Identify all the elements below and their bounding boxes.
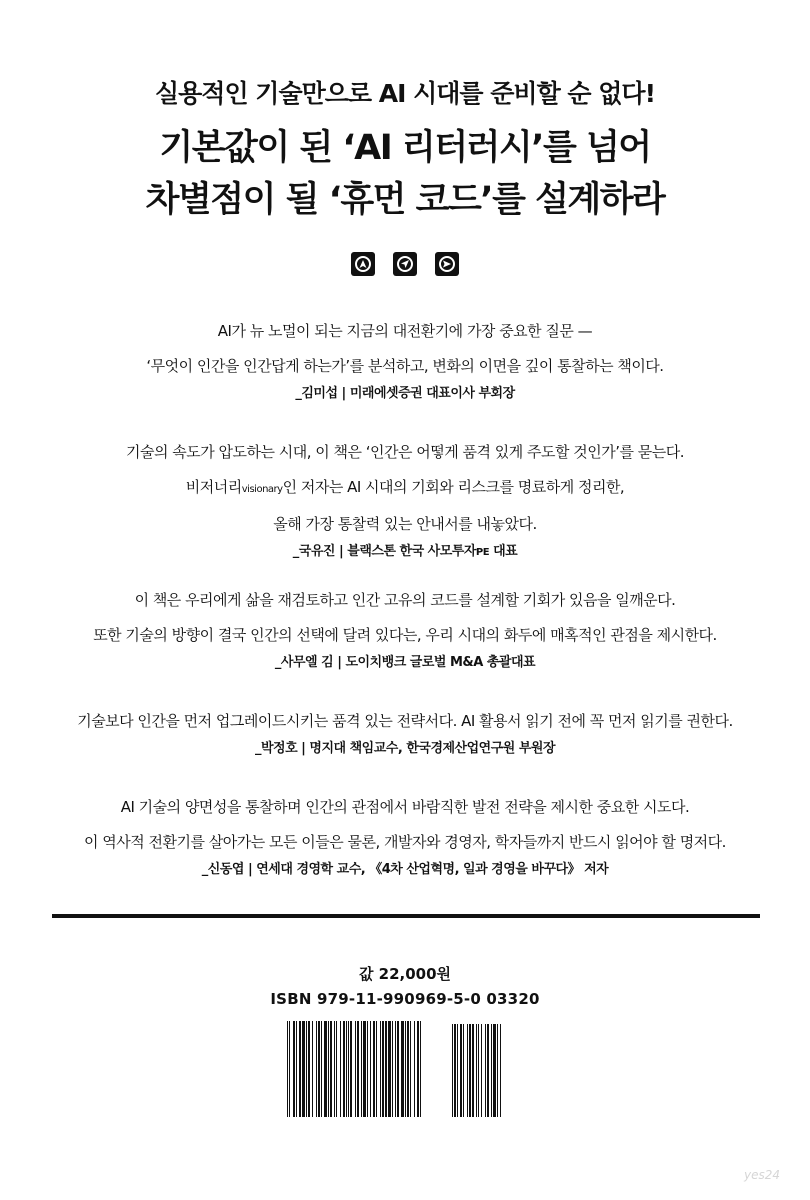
barcode-bar (487, 1024, 489, 1117)
compass-arrow-icon (351, 252, 375, 276)
endorsement-text: 올해 가장 통찰력 있는 안내서를 내놓았다. (273, 515, 537, 533)
barcode-bar (296, 1021, 297, 1117)
endorsement-5 (0, 790, 810, 880)
endorsement-text: 이 책은 우리에게 삶을 재검토하고 인간 고유의 코드를 설계할 기회가 있음을 일깨운다. (134, 591, 676, 609)
barcode-bar (299, 1021, 301, 1117)
barcode-bar (287, 1021, 288, 1117)
barcode-bar (485, 1024, 486, 1117)
barcode-bar (493, 1024, 496, 1117)
paper-plane-icon (393, 252, 417, 276)
headline-line-2: 차별점이 될 ‘휴먼 코드’를 설계하라 (145, 180, 665, 220)
barcode-bar (367, 1021, 368, 1117)
endorsement-text-small: visionary (241, 484, 283, 495)
endorsement-text: ‘무엇이 인간을 인간답게 하는가’를 분석하고, 변화의 이면을 깊이 통찰하는 책이다. (146, 357, 664, 375)
barcode-bar (478, 1024, 479, 1117)
barcode-bar (469, 1024, 471, 1117)
price-addon-barcode (452, 1024, 512, 1117)
barcode-bar (321, 1021, 322, 1117)
endorsement-text-part: 비저너리 (185, 478, 242, 496)
barcode-bar (373, 1021, 375, 1117)
barcode-bar (460, 1024, 462, 1117)
barcode-bar (491, 1024, 492, 1117)
barcode-bar (457, 1024, 458, 1117)
endorsement-text: 이 역사적 전환기를 살아가는 모든 이들은 물론, 개발자와 경영자, 학자들까지 반드시 읽어야 할 명저다. (84, 833, 726, 851)
endorsement-1 (0, 314, 810, 404)
barcode-bar (417, 1021, 419, 1117)
barcode-bar (405, 1021, 406, 1117)
endorsement-text: 기술보다 인간을 먼저 업그레이드시키는 품격 있는 전략서다. AI 활용서 읽기 전에 꼭 먼저 읽기를 권한다. (77, 712, 733, 730)
endorsement-3 (0, 583, 810, 673)
attribution-part: _국유진 | 블랙스톤 한국 사모투자 (292, 544, 476, 559)
barcode-bar (454, 1024, 456, 1117)
barcode-bar (397, 1021, 399, 1117)
barcode-bar (363, 1021, 366, 1117)
endorsement-text: AI가 뉴 노멀이 되는 지금의 대전환기에 가장 중요한 질문 — (217, 322, 593, 340)
barcode-bar (308, 1021, 310, 1117)
barcode-bar (316, 1021, 317, 1117)
barcode-bar (330, 1021, 332, 1117)
endorsement-text: 기술의 속도가 압도하는 시대, 이 책은 ‘인간은 어떻게 품격 있게 주도할 것인가’를 묻는다. (126, 443, 684, 461)
barcode-bar (355, 1021, 356, 1117)
endorsement-2 (0, 435, 810, 563)
divider (52, 914, 760, 918)
barcode-bar (357, 1021, 359, 1117)
barcode-bar (340, 1021, 341, 1117)
watermark: yes24 (744, 1168, 781, 1182)
barcode-bar (380, 1021, 381, 1117)
isbn-barcode (287, 1021, 435, 1117)
barcode-bar (328, 1021, 329, 1117)
barcode-bar (388, 1021, 391, 1117)
barcode-bar (385, 1021, 387, 1117)
barcode-bar (472, 1024, 474, 1117)
barcode-bar (401, 1021, 404, 1117)
headline-line-1: 기본값이 된 ‘AI 리터러시’를 넘어 (159, 128, 651, 168)
barcode-bar (476, 1024, 477, 1117)
barcode-bar (302, 1021, 305, 1117)
price: 값 22,000원 (358, 965, 452, 983)
barcode-bar (348, 1021, 349, 1117)
barcode-bar (343, 1021, 345, 1117)
barcode-bar (334, 1021, 335, 1117)
endorsement-attribution: _박정호 | 명지대 책임교수, 한국경제산업연구원 부원장 (254, 741, 556, 756)
barcode-bar (481, 1024, 482, 1117)
endorsement-attribution: _사무엘 김 | 도이치뱅크 글로벌 M&A 총괄대표 (274, 655, 536, 670)
barcode-bar (324, 1021, 327, 1117)
barcode-bar (293, 1021, 295, 1117)
barcode-bar (407, 1021, 409, 1117)
barcode-bar (463, 1024, 464, 1117)
barcode-bar (361, 1021, 362, 1117)
send-arrow-icon (435, 252, 459, 276)
barcode-bar (420, 1021, 421, 1117)
endorsement-text: AI 기술의 양면성을 통찰하며 인간의 관점에서 바람직한 발전 전략을 제시한 중요한 시도다. (120, 798, 690, 816)
isbn: ISBN 979-11-990969-5-0 03320 (270, 990, 540, 1008)
endorsement-4 (0, 704, 810, 759)
endorsement-attribution: _김미섭 | 미래에셋증권 대표이사 부회장 (295, 386, 515, 401)
barcode-bar (289, 1021, 290, 1117)
endorsement-attribution: _신동엽 | 연세대 경영학 교수, 《4차 산업혁명, 일과 경영을 바꾸다》 저자 (201, 862, 609, 877)
barcode-bar (346, 1021, 347, 1117)
barcode-bar (350, 1021, 352, 1117)
barcode-bar (414, 1021, 415, 1117)
barcode-bar (467, 1024, 468, 1117)
endorsement-attribution (0, 542, 810, 563)
barcode-bar (410, 1021, 411, 1117)
barcode-bar (452, 1024, 453, 1117)
tagline: 실용적인 기술만으로 AI 시대를 준비할 순 없다! (155, 79, 655, 108)
attribution-small: PE (475, 547, 490, 558)
endorsement-text-part: 인 저자는 AI 시대의 기회와 리스크를 명료하게 정리한, (282, 478, 625, 496)
icon-row (0, 252, 810, 276)
barcode-bar (395, 1021, 396, 1117)
barcode-bar (382, 1021, 384, 1117)
endorsement-text (0, 470, 810, 507)
headline (0, 122, 810, 226)
barcode-bar (370, 1021, 371, 1117)
barcode-bar (497, 1024, 498, 1117)
barcode-bar (318, 1021, 320, 1117)
barcode-bar (376, 1021, 377, 1117)
attribution-part: 대표 (489, 544, 518, 559)
barcode-bar (500, 1024, 501, 1117)
barcode-bar (336, 1021, 337, 1117)
endorsement-text: 또한 기술의 방향이 결국 인간의 선택에 달려 있다는, 우리 시대의 화두에 매혹적인 관점을 제시한다. (93, 626, 717, 644)
barcode-bar (312, 1021, 313, 1117)
barcode-bar (306, 1021, 307, 1117)
barcode-bar (392, 1021, 393, 1117)
